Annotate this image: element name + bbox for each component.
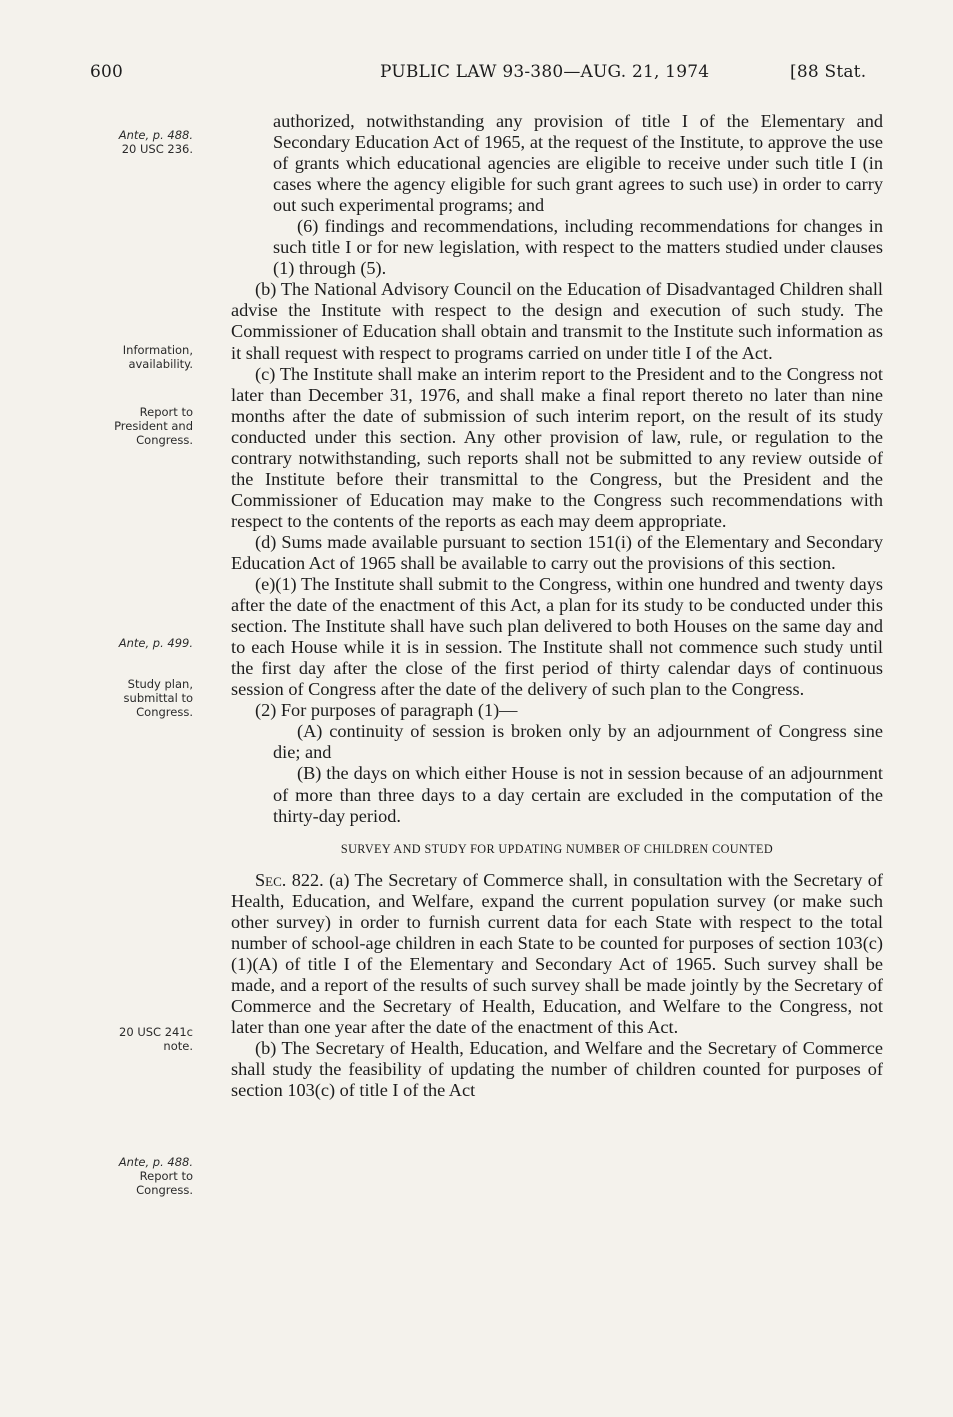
statute-reference: [88 Stat. [790,62,867,82]
margin-note-study-plan [124,677,193,719]
margin-note-information-availability [123,343,193,371]
paragraph-d: (d) Sums made available pursuant to section 151(i) of the Elementary and Secondary Education Act of 1965 shall be available to carry out the provisions of this section. [231,531,883,573]
margin-note-line: 20 USC 241c [119,1025,193,1039]
margin-note-line: Congress. [136,705,193,719]
margin-note-line: 20 USC 236. [121,142,193,156]
paragraph-822a [231,870,883,1038]
margin-note-line: Report to [139,1169,193,1183]
margin-note-line: Congress. [136,1183,193,1197]
paragraph-e1: (e)(1) The Institute shall submit to the Congress, within one hundred and twenty days after the date of the enactment of this Act, a plan for its study to be conducted under this section. The Institute shall have such plan delivered to both Houses on the same day and to each House while it is in session. The Institute shall not commence such study until the first day after the close of the first period of thirty calendar days of continuous session of Congress after the date of the delivery of such plan to the Congress. [231,574,883,700]
margin-note-ante-488-usc-236 [119,128,193,156]
page-number: 600 [90,62,124,82]
margin-note-line: note. [163,1039,193,1053]
paragraph-822b: (b) The Secretary of Health, Education, and Welfare and the Secretary of Commerce shall study the feasibility of updating the number of children counted for purposes of section 103(c) of title I of the Act [231,1038,883,1101]
margin-note-line: submittal to [123,691,193,705]
body-text [231,111,883,1101]
margin-note-ante-499 [119,636,193,650]
paragraph-B: (B) the days on which either House is not in session because of an adjournment of more than three days to a day certain are excluded in the computation of the thirty-day period. [273,763,883,826]
margin-note-ante-488-report [119,1155,193,1197]
section-label: Sec. 822. [255,869,324,890]
margin-note-line: Study plan, [127,677,193,691]
margin-note-line: Ante, p. 488. [118,128,193,142]
margin-note-line: Information, [122,343,193,357]
running-title: PUBLIC LAW 93-380—AUG. 21, 1974 [380,62,710,82]
margin-note-line: availability. [128,357,193,371]
paragraph-b: (b) The National Advisory Council on the Education of Disadvantaged Children shall advise the Institute with respect to the design and execution of such study. The Commissioner of Education shall obtain and transmit to the Institute such information as it shall request with respect to programs carried on under title I of the Act. [231,279,883,363]
margin-note-line: Congress. [136,433,193,447]
paragraph-A: (A) continuity of session is broken only by an adjournment of Congress sine die; and [273,721,883,763]
paragraph-e2: (2) For purposes of paragraph (1)— [255,700,518,721]
margin-note-line: President and [114,419,193,433]
paragraph-6: (6) findings and recommendations, including recommendations for changes in such title I or for new legislation, with respect to the matters studied under clauses (1) through (5). [273,216,883,279]
paragraph-c: (c) The Institute shall make an interim report to the President and to the Congress not later than December 31, 1976, and shall make a final report thereto no later than nine months after the date of submission of such interim report, on the result of its study conducted under this section. Any other provision of law, rule, or regulation to the contrary notwithstanding, such reports shall not be submitted to any review outside of the Institute before their transmittal to the Congress, but the President and the Commissioner of Education may make to the Congress such recommendations with respect to the contents of the reports as each may deem appropriate. [231,363,883,531]
margin-note-report-president-congress [114,405,193,447]
margin-note-line: Ante, p. 488. [118,1155,193,1169]
margin-note-line: Report to [139,405,193,419]
paragraph-continued: authorized, notwithstanding any provision of title I of the Elementary and Secondary Education Act of 1965, at the request of the Institute, to approve the use of grants which educational agencies are eligible to receive under such title I (in cases where the agency eligible for such grant agrees to such use) in order to carry out such experimental programs; and [273,111,883,216]
margin-note-20-usc-241c [119,1025,193,1053]
section-heading: SURVEY AND STUDY FOR UPDATING NUMBER OF CHILDREN COUNTED [340,841,774,856]
margin-note-line: Ante, p. 499. [118,636,193,650]
paragraph-822a-text: (a) The Secretary of Commerce shall, in consultation with the Secretary of Health, Education, and Welfare, expand the current population survey (or make such other survey) in order to furnish current data for each State with respect to the total number of school-age children in each State to be counted for purposes of section 103(c)(1)(A) of title I of the Elementary and Secondary Act of 1965. Such survey shall be made, and a report of the results of such survey shall be made jointly by the Secretary of Commerce and the Secretary of Health, Education, and Welfare to the Congress, not later than one year after the date of the enactment of this Act. [231,869,883,1037]
